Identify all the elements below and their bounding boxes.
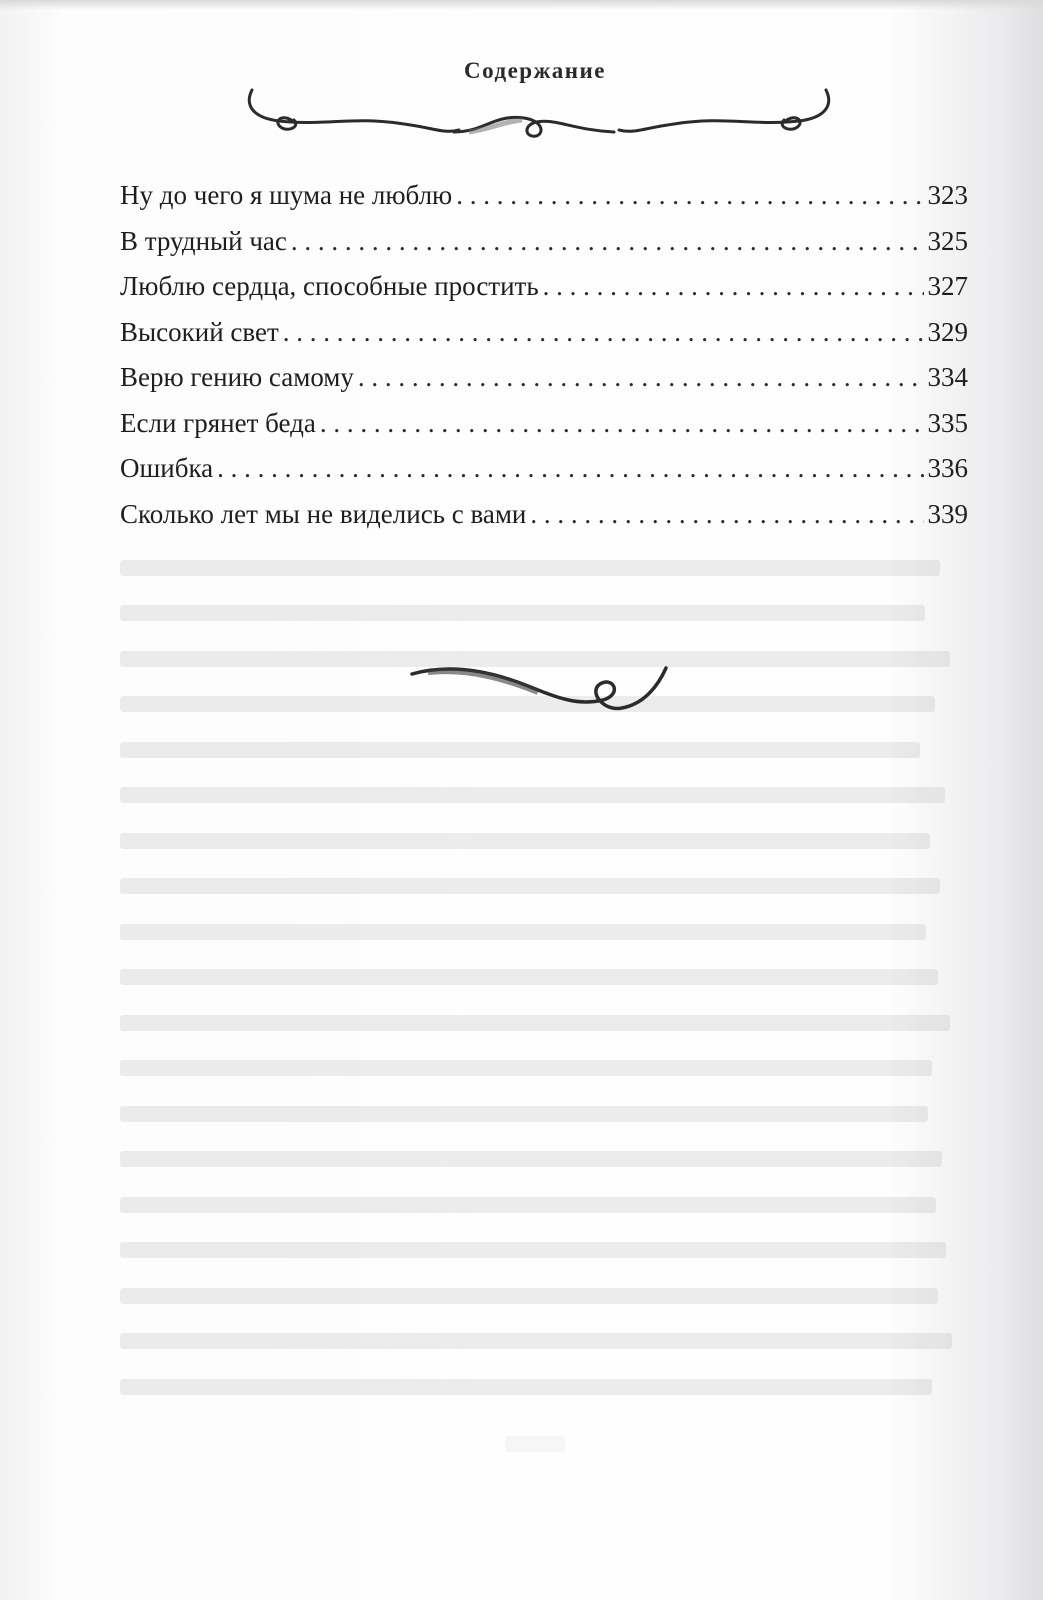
toc-entry-title: Ошибка [120, 453, 214, 483]
toc-entry-title: Ну до чего я шума не люблю [120, 180, 453, 210]
show-through-line [120, 545, 960, 591]
show-through-line [120, 1228, 960, 1274]
toc-entry-title: Если грянет беда [120, 407, 316, 438]
toc-entry-page: 329 [927, 316, 968, 347]
toc-entry-title: Сколько лет мы не виделись с вами [120, 498, 527, 529]
toc-entry-page: 336 [927, 453, 968, 483]
toc-entry-page: 325 [927, 225, 968, 256]
show-through-line [120, 1046, 960, 1092]
toc-entry-page: 339 [927, 498, 968, 529]
toc-entry-title: Верю гению самому [120, 362, 354, 392]
toc-entry-title: Высокий свет [120, 316, 279, 347]
toc-leader-dots [530, 499, 923, 530]
swirl-divider-icon [408, 660, 678, 730]
show-through-line [120, 1137, 960, 1183]
toc-entry [120, 317, 968, 363]
toc-entry [120, 180, 968, 226]
show-through-line [120, 1364, 960, 1410]
toc-leader-dots [291, 226, 924, 257]
toc-entry [120, 453, 968, 499]
toc-leader-dots [283, 317, 924, 348]
show-through-line [120, 1182, 960, 1228]
show-through-line [120, 909, 960, 955]
toc-entry-page: 335 [927, 407, 968, 438]
show-through-line [120, 818, 960, 864]
page-title: Содержание [464, 58, 606, 83]
show-through-line [120, 773, 960, 819]
show-through-line [120, 1319, 960, 1365]
show-through-line [120, 727, 960, 773]
toc-entry-page: 323 [927, 180, 968, 210]
show-through-page-number [505, 1436, 565, 1452]
toc-entry-title: В трудный час [120, 225, 287, 256]
show-through-line [120, 591, 960, 637]
toc-entry-title: Люблю сердца, способные простить [120, 271, 539, 301]
toc-leader-dots [358, 362, 924, 393]
toc-entry [120, 362, 968, 408]
toc-entry [120, 271, 968, 317]
toc-entry [120, 408, 968, 454]
toc-leader-dots [456, 180, 923, 211]
show-through-line [120, 1000, 960, 1046]
page-shadow [0, 0, 1043, 10]
show-through-line [120, 1273, 960, 1319]
toc-leader-dots [320, 408, 924, 439]
show-through-line [120, 864, 960, 910]
toc-entry [120, 499, 968, 545]
toc-leader-dots [543, 271, 924, 302]
toc-entry [120, 226, 968, 272]
show-through-line [120, 1091, 960, 1137]
show-through-line [120, 955, 960, 1001]
toc-leader-dots [217, 453, 923, 484]
table-of-contents [120, 180, 968, 544]
toc-entry-page: 334 [927, 362, 968, 392]
toc-entry-page: 327 [927, 271, 968, 301]
flourish-divider-icon [244, 88, 834, 148]
